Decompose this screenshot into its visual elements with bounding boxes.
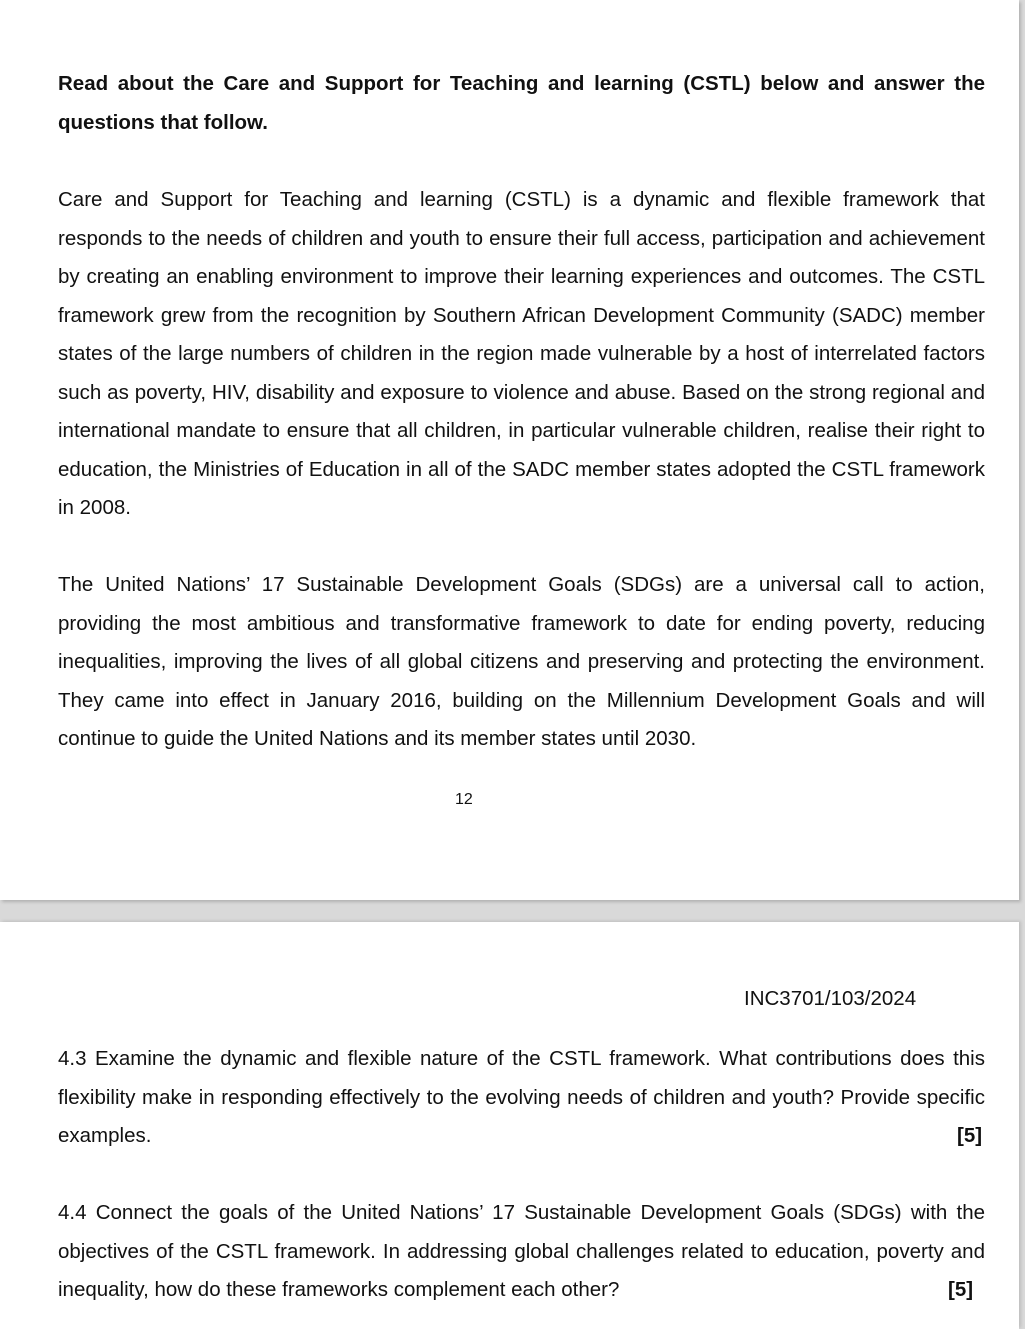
question-4-3-marks: [5]: [957, 1124, 983, 1147]
question-4-3: 4.3 Examine the dynamic and flexible nature of the CSTL framework. What contributions does this flexibility make in responding effectively to the evolving needs of children and youth? Provide specific examples.: [58, 1047, 985, 1147]
document-page-2: [0, 922, 1019, 1329]
document-code: INC3701/103/2024: [744, 987, 917, 1010]
page-number: 12: [455, 791, 473, 808]
paragraph-sdgs: The United Nations’ 17 Sustainable Development Goals (SDGs) are a universal call to action, providing the most ambitious and transformative framework to date for ending poverty, reducing inequalities, improving the lives of all global citizens and preserving and protecting the environment. They came into effect in January 2016, building on the Millennium Development Goals and will continue to guide the United Nations and its member states until 2030.: [58, 573, 985, 750]
instruction-heading: Read about the Care and Support for Teaching and learning (CSTL) below and answer the questions that follow.: [58, 72, 985, 134]
question-4-4-marks: [5]: [948, 1278, 974, 1301]
paragraph-cstl: Care and Support for Teaching and learning (CSTL) is a dynamic and flexible framework that responds to the needs of children and youth to ensure their full access, participation and achievement by creating an enabling environment to improve their learning experiences and outcomes. The CSTL framework grew from the recognition by Southern African Development Community (SADC) member states of the large numbers of children in the region made vulnerable by a host of interrelated factors such as poverty, HIV, disability and exposure to violence and abuse. Based on the strong regional and international mandate to ensure that all children, in particular vulnerable children, realise their right to education, the Ministries of Education in all of the SADC member states adopted the CSTL framework in 2008.: [58, 188, 985, 519]
question-4-4: 4.4 Connect the goals of the United Nations’ 17 Sustainable Development Goals (SDGs) with the objectives of the CSTL framework. In addressing global challenges related to education, poverty and inequality, how do these frameworks complement each other?: [58, 1201, 985, 1301]
